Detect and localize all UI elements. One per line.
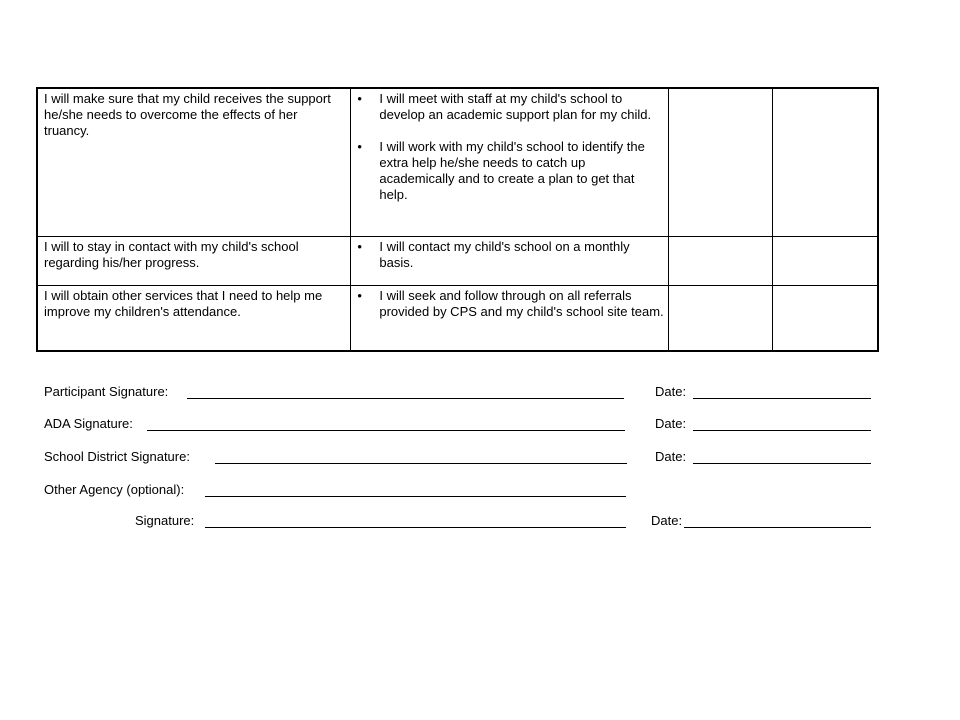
bullet-icon: • <box>357 238 362 254</box>
ada-date-row <box>655 416 686 432</box>
other-agency-label: Other Agency (optional): <box>44 482 185 497</box>
blank-cell[interactable] <box>668 236 772 285</box>
action-list <box>355 288 663 320</box>
other-agency-signature-line[interactable] <box>205 527 626 528</box>
list-item <box>355 139 663 203</box>
other-agency-date-line[interactable] <box>684 527 871 528</box>
ada-date-line[interactable] <box>693 430 871 431</box>
school-district-signature-label: School District Signature: <box>44 449 190 464</box>
participant-date-row <box>655 384 686 400</box>
action-text: I will seek and follow through on all referrals provided by CPS and my child's school site team. <box>379 287 664 319</box>
ada-signature-label: ADA Signature: <box>44 416 133 431</box>
school-district-date-line[interactable] <box>693 463 871 464</box>
list-item <box>355 91 663 123</box>
table-row <box>37 88 878 236</box>
participant-date-line[interactable] <box>693 398 871 399</box>
list-item <box>355 239 663 271</box>
other-agency-signature-row <box>135 513 194 529</box>
action-text: I will work with my child's school to identify the extra help he/she needs to catch up academically and to create a plan to get that help. <box>379 139 645 202</box>
list-item <box>355 288 663 320</box>
ada-date-label: Date: <box>655 416 687 431</box>
school-district-signature-row <box>44 449 190 465</box>
bullet-icon: • <box>357 287 362 303</box>
other-agency-signature-label: Signature: <box>135 513 195 528</box>
goal-cell <box>37 236 351 285</box>
support-plan-table <box>36 87 879 352</box>
ada-signature-row <box>44 416 133 432</box>
actions-cell <box>351 88 668 236</box>
action-text: I will contact my child's school on a monthly basis. <box>379 238 630 270</box>
table-row <box>37 285 878 351</box>
action-list <box>355 239 663 271</box>
action-list <box>355 91 663 203</box>
participant-signature-line[interactable] <box>187 398 624 399</box>
actions-cell <box>351 285 668 351</box>
goal-text: I will make sure that my child receives the support he/she needs to overcome the effects of her truancy. <box>44 91 331 138</box>
other-agency-date-label: Date: <box>651 513 683 528</box>
goal-text: I will obtain other services that I need to help me improve my children's attendance. <box>44 287 323 319</box>
action-text: I will meet with staff at my child's school to develop an academic support plan for my child. <box>379 91 652 122</box>
actions-cell <box>351 236 668 285</box>
goal-cell <box>37 88 351 236</box>
school-district-signature-line[interactable] <box>215 463 627 464</box>
school-district-date-label: Date: <box>655 449 687 464</box>
goal-cell <box>37 285 351 351</box>
blank-cell[interactable] <box>668 88 772 236</box>
blank-cell[interactable] <box>772 88 878 236</box>
ada-signature-line[interactable] <box>147 430 625 431</box>
participant-signature-row <box>44 384 168 400</box>
blank-cell[interactable] <box>772 236 878 285</box>
other-agency-date-row <box>651 513 682 529</box>
table-row <box>37 236 878 285</box>
other-agency-line[interactable] <box>205 496 626 497</box>
bullet-icon: • <box>357 139 362 154</box>
participant-signature-label: Participant Signature: <box>44 384 169 399</box>
blank-cell[interactable] <box>668 285 772 351</box>
other-agency-row <box>44 482 184 498</box>
school-district-date-row <box>655 449 686 465</box>
goal-text: I will to stay in contact with my child's school regarding his/her progress. <box>44 238 299 270</box>
bullet-icon: • <box>357 91 362 106</box>
participant-date-label: Date: <box>655 384 687 399</box>
blank-cell[interactable] <box>772 285 878 351</box>
